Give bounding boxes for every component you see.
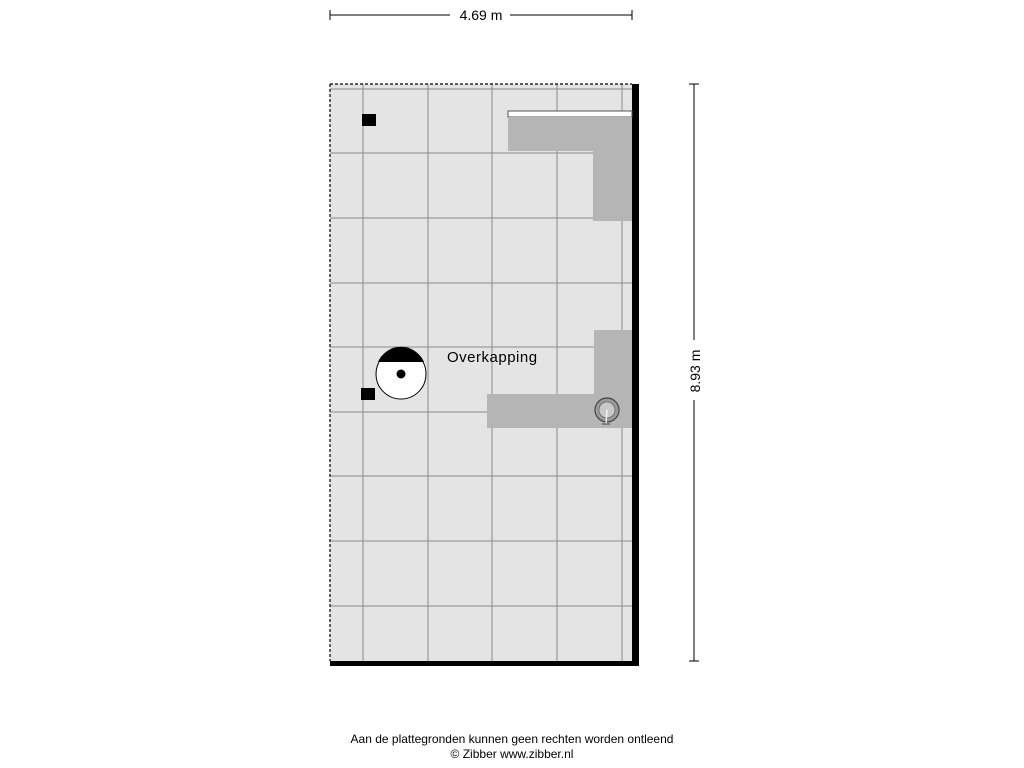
wall-outlet-icon	[362, 114, 376, 126]
wall-right	[632, 84, 639, 666]
width-label: 4.69 m	[459, 7, 503, 23]
room-label: Overkapping	[447, 349, 538, 366]
footer-disclaimer: Aan de plattegronden kunnen geen rechten worden ontleend	[350, 732, 674, 746]
floor-area	[330, 84, 632, 661]
footer-copyright: © Zibber www.zibber.nl	[450, 747, 574, 761]
height-dimension	[687, 84, 703, 661]
width-dimension	[330, 7, 632, 23]
wall-outlet-icon	[361, 388, 375, 400]
counter-top-edge	[508, 111, 632, 117]
wall-bottom	[330, 661, 639, 666]
ceiling-light-icon	[376, 347, 426, 399]
floor-surface	[330, 84, 632, 661]
height-label: 8.93 m	[687, 349, 703, 393]
